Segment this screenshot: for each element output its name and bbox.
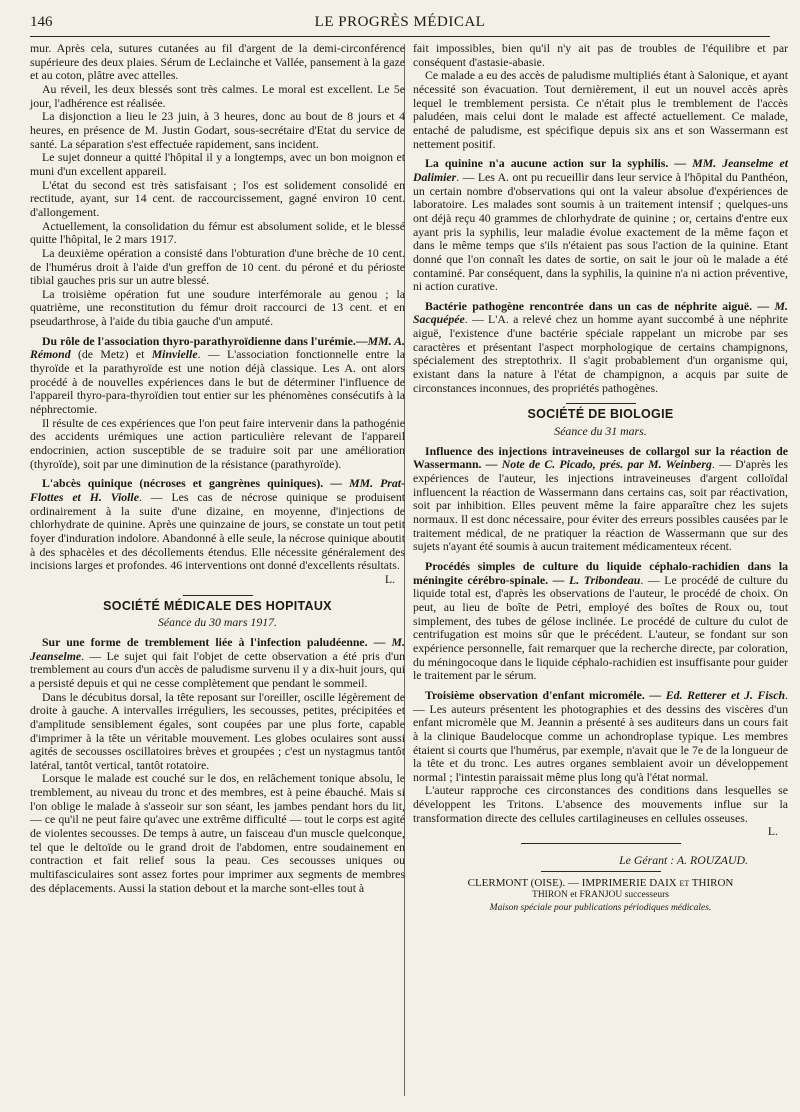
gerant-line: Le Gérant : A. ROUZAUD. — [619, 853, 748, 868]
article-authors: MM. A. Rémond — [30, 333, 405, 362]
printer-line: CLERMONT (OISE). — IMPRIMERIE DAIX et THIRON — [467, 876, 734, 889]
article-text: . — Le procédé de culture du liquide total est, d'après les observations de l'auteur, le procédé de choix. On peut, au lieu de boîte de Petri, employé des boîtes de Roux ou, tout simplement, des tubes de gélose inclinée. Le procédé de culture du culot de centrifugation est moins sûr que le précédent. L'auteur, se fondant sur son expérience personnelle, fait remarquer que la recherche directe, par coloration, du méningocoque dans le liquide céphalo-rachidien est insuffisante pour guider le traitement par le sérum. — [413, 572, 788, 683]
signature: L. — [767, 824, 778, 839]
article-abces — [30, 477, 405, 573]
printer-successors: THIRON et FRANJOU successeurs — [532, 890, 669, 901]
article-title: Troisième observation d'enfant microméle. — [425, 687, 645, 702]
right-column — [413, 42, 788, 914]
article-title: Influence des injections intraveineuses de collargol sur la réaction de Wassermann. — [413, 443, 788, 472]
article-authors: — Note de C. Picado, prés. par M. Weinberg — [481, 457, 712, 472]
journal-title: LE PROGRÈS MÉDICAL — [314, 14, 486, 30]
article-title: Du rôle de l'association thyro-parathyroïdienne dans l'urémie.— — [42, 333, 368, 348]
left-column — [30, 42, 405, 895]
running-header — [30, 12, 770, 37]
paragraph: La troisième opération fut une soudure interfémorale au genou ; la quatrième, une reconstitution du fémur droit raccourci de 13 cent. et en pseudarthrose, à l'aide du tibia gauche d'un amputé. — [30, 286, 405, 329]
paragraph: Le sujet donneur a quitté l'hôpital il y a longtemps, avec un bon moignon et muni d'un excellent appareil. — [30, 150, 405, 178]
article-bacterie — [413, 300, 788, 396]
article-authors: — L. Tribondeau — [548, 572, 641, 587]
article-text: . — Les auteurs présentent les photographies et des dessins des viscères d'un enfant micromèle que M. Jeannin a présenté à ses auditeurs dans un cours fait à la clinique Baudelocque comme un achondroplase typique. Les membres étaient si courts que l'humérus, par exemple, n'avait que le 7e de la longueur de la tête et du tronc. Les autres organes semblaient avoir un développement normal ; l'intestin paraissait même plus long qu'à l'état normal. — [413, 687, 788, 784]
article-collargol — [413, 445, 788, 554]
session-date: Séance du 30 mars 1917. — [158, 615, 277, 630]
article-title: Procédés simples de culture du liquide céphalo-rachidien dans la méningite cérébro-spinale. — [413, 558, 788, 587]
session-date: Séance du 31 mars. — [554, 424, 647, 439]
section-heading: SOCIÉTÉ MÉDICALE DES HOPITAUX — [103, 598, 332, 613]
article-text: . — L'association fonctionnelle entre la thyroïde et la parathyroïde est une notion déjà classique. Les A. ont alors procédé à de nouvelles expériences dans le but de déterminer l'influence de l'appareil thyro-para-thyroïdien tout entier sur les phénomènes consécutifs à la néphrectomie. — [30, 347, 405, 417]
article-title: Bactérie pathogène rencontrée dans un cas de néphrite aiguë. — [425, 298, 753, 313]
paragraph: Actuellement, la consolidation du fémur est absolument solide, et le blessé quitte l'hôpital, le 2 mars 1917. — [30, 218, 405, 247]
paragraph: La disjonction a lieu le 23 juin, à 3 heures, donc au bout de 8 jours et 4 heures, en présence de M. Justin Godart, sous-secrétaire d'Etat du service de santé. La séparation s'est effectuée rapidement, sans incident. — [30, 109, 405, 151]
paragraph: Il résulte de ces expériences que l'on peut faire intervenir dans la pathogénie des accidents urémiques une action particulière relevant de l'appareil endocrinien, action susceptible de se traduire soit par une amélioration (thyroïde), soit par une diminution de la résistance (parathyroïde). — [30, 415, 405, 471]
article-text: . — Les cas de nécrose quinique se produisent ordinairement à la suite d'une dizaine, en moyenne, d'injections de chlorhydrate de quinine. Après une quinzaine de jours, se constate un tout petit foyer d'induration indolore. Abandonné à elle seule, la nécrose quinique aboutit à des sphacèles et des décollements étendus. Elle nécessite généralement des incisions larges et profondes. 46 interventions ont donné d'excellents résultats. — [30, 490, 405, 573]
article-title: Sur une forme de tremblement liée à l'infection paludéenne. — [42, 634, 368, 649]
article-text: . — L'A. a relevé chez un homme ayant succombé à une néphrite aiguë, l'existence d'une bactérie spéciale rappelant un microbe par ses caractères et présentant l'aspect morphologique de certains champignons, spécialement des streptothrix. Il s'agit probablement d'un organisme qui, existant dans la nature à l'état de champignon, a acquis par suite de circonstances inconnues, des propriétés pathogènes. — [413, 312, 788, 395]
article-authors: — M. Sacquépée — [413, 298, 788, 327]
article-authors: — Ed. Retterer et J. Fisch — [644, 687, 786, 702]
paragraph: L'état du second est très satisfaisant ; l'os est solidement consolidé en rectitude, ayant, sur 14 cent. de raccourcissement, gagné environ 10 cent. d'allongement. — [30, 177, 405, 219]
paragraph: Lorsque le malade est couché sur le dos, en relâchement tonique absolu, le tremblement, au niveau du tronc et des membres, est à peine ébauché. Mais si l'on oblige le malade à s'asseoir sur son séant, les jambes pendant hors du lit, — ce qu'il ne peut faire qu'avec une extrême difficulté — tout le corps est agité de violentes secousses. De temps à autre, un faisceau d'un muscle quelconque, tel que le deltoïde ou le grand droit de l'abdomen, entre soudainement en contraction et fait relief sous la peau. Ces secousses uniques ou multifasciculaires sont assez fortes pour imprimer aux segments de membres des déplacements. Aussi la station debout et la marche sont-elles tout à — [30, 771, 405, 895]
section-heading: SOCIÉTÉ DE BIOLOGIE — [527, 407, 674, 422]
separator-rule — [541, 871, 661, 872]
page-number: 146 — [30, 14, 53, 30]
separator-rule — [183, 595, 253, 596]
paragraph: Au réveil, les deux blessés sont très calmes. Le moral est excellent. Le 5e jour, l'adhérence est réalisée. — [30, 81, 405, 110]
article-title: La quinine n'a aucune action sur la syphilis. — [425, 156, 669, 171]
article-quinine — [413, 157, 788, 294]
article-tremblement — [30, 636, 405, 691]
signature: L. — [384, 571, 395, 586]
article-text: . — Les A. ont pu recueillir dans leur service à l'hôpital du Panthéon, un certain nombre d'observations qui ont la valeur absolue d'expériences de laboratoire. Les malades sont soumis à un traitement intensif ; quelques-uns ont déjà reçu 40 grammes de chlorhydrate de quinine ; or, certains d'entre eux ayant pris la syphilis, leur maladie évolue exactement de la même façon et dans le même temps que s'ils n'étaient pas sous l'action de la quinine. Etant donné que l'on connaît les dates de sortie, on sait le jour où le malade a été contaminé. Par conséquent, dans la syphilis, la quinine n'a ni action préventive, ni action curative. — [413, 169, 788, 294]
separator-rule — [521, 843, 681, 844]
article-culture — [413, 560, 788, 683]
article-authors: — MM. Jeanselme et Dalimier — [413, 156, 788, 184]
article-thyro: Du rôle de l'association thyro-parathyroïdienne dans l'urémie.—MM. A. Rémond (de Metz) et Minvielle. — L'association fonctionnelle entre la thyroïde et la parathyroïde est une notion déjà classique. Les A. ont alors procédé à de nouvelles expériences dans le but de déterminer l'influence de l'appareil thyro-para-thyroïdien tout entier sur les phénomènes consécutifs à la néphrectomie. — [30, 333, 405, 417]
paragraph: La deuxième opération a consisté dans l'obturation d'une brèche de 10 cent. de l'humérus droit à l'aide d'un greffon de 10 cent. du péroné et du périoste tibial gauches pris sur un autre blessé. — [30, 245, 405, 288]
paragraph: L'auteur rapproche ces circonstances des conditions dans lesquelles se développent les Tritons. L'absence des mouvements influe sur la transformation directe des cellules cartilagineuses en cellules osseuses. — [413, 783, 788, 825]
article-title: L'abcès quinique (nécroses et gangrènes quiniques). — — [42, 476, 343, 491]
paragraph: Dans le décubitus dorsal, la tête reposant sur l'oreiller, oscille légèrement de droite à gauche. A intervalles irréguliers, les secousses, petites, précipitées et d'amplitude sensiblement égales, sont coupées par une plus forte, capable d'imprimer à la tête un véritable mouvement. Les globes oculaires sont aussi agités de secousses oscillatoires brèves et groupées ; c'est un nystagmus tantôt latéral, tantôt vertical, tantôt rotatoire. — [30, 689, 405, 772]
article-authors: — M. Jeanselme — [30, 634, 405, 663]
article-text: . — Le sujet qui fait l'objet de cette observation a été pris d'un tremblement au cours d'un accès de paludisme survenu il y a dix-huit jours, qui a persisté depuis et qui ne cesse complètement que pendant le sommeil. — [30, 648, 405, 690]
article-authors: Minvielle — [151, 347, 198, 362]
article-text: . — D'après les expériences de l'auteur, les injections intraveineuses d'argent colloïdal influencent la réaction de Wassermann dans certains cas, soit par réactivation, soit par inhibition. Elles peuvent même la faire apparaître chez les sujets normaux. Il est donc nécessaire, pour éviter des erreurs possibles causées par le traitement médical, de ne pratiquer la réaction de Wassermann que sur des sujets n'ayant été soumis à aucun traitement médicamenteux récent. — [413, 457, 789, 554]
separator-rule — [566, 403, 636, 404]
article-micromele — [413, 689, 788, 785]
article-authors: MM. Prat-Flottes et H. Violle — [30, 476, 405, 504]
printer-note: Maison spéciale pour publications périodiques médicales. — [489, 902, 712, 913]
paragraph: Ce malade a eu des accès de paludisme multipliés étant à Salonique, et ayant nécessité son évacuation. Tout dernièrement, il eut un nouvel accès après lequel le tremblement persista. Ce n'était plus le tremblement de l'accès paludéen, mais celui dont le malade est affecté actuellement. Ce malade, entaché de paludisme, est spécifique depuis six ans et son Wassermann est nettement positif. — [413, 68, 788, 151]
paragraph: mur. Après cela, sutures cutanées au fil d'argent de la demi-circonférence supérieure des deux plaies. Sérum de Leclainche et Vallée, pansement à la gaze et au coton, plâtre avec attelles. — [30, 41, 405, 83]
paragraph: fait impossibles, bien qu'il n'y ait pas de troubles de l'équilibre et par conséquent d'astasie-abasie. — [413, 41, 788, 69]
